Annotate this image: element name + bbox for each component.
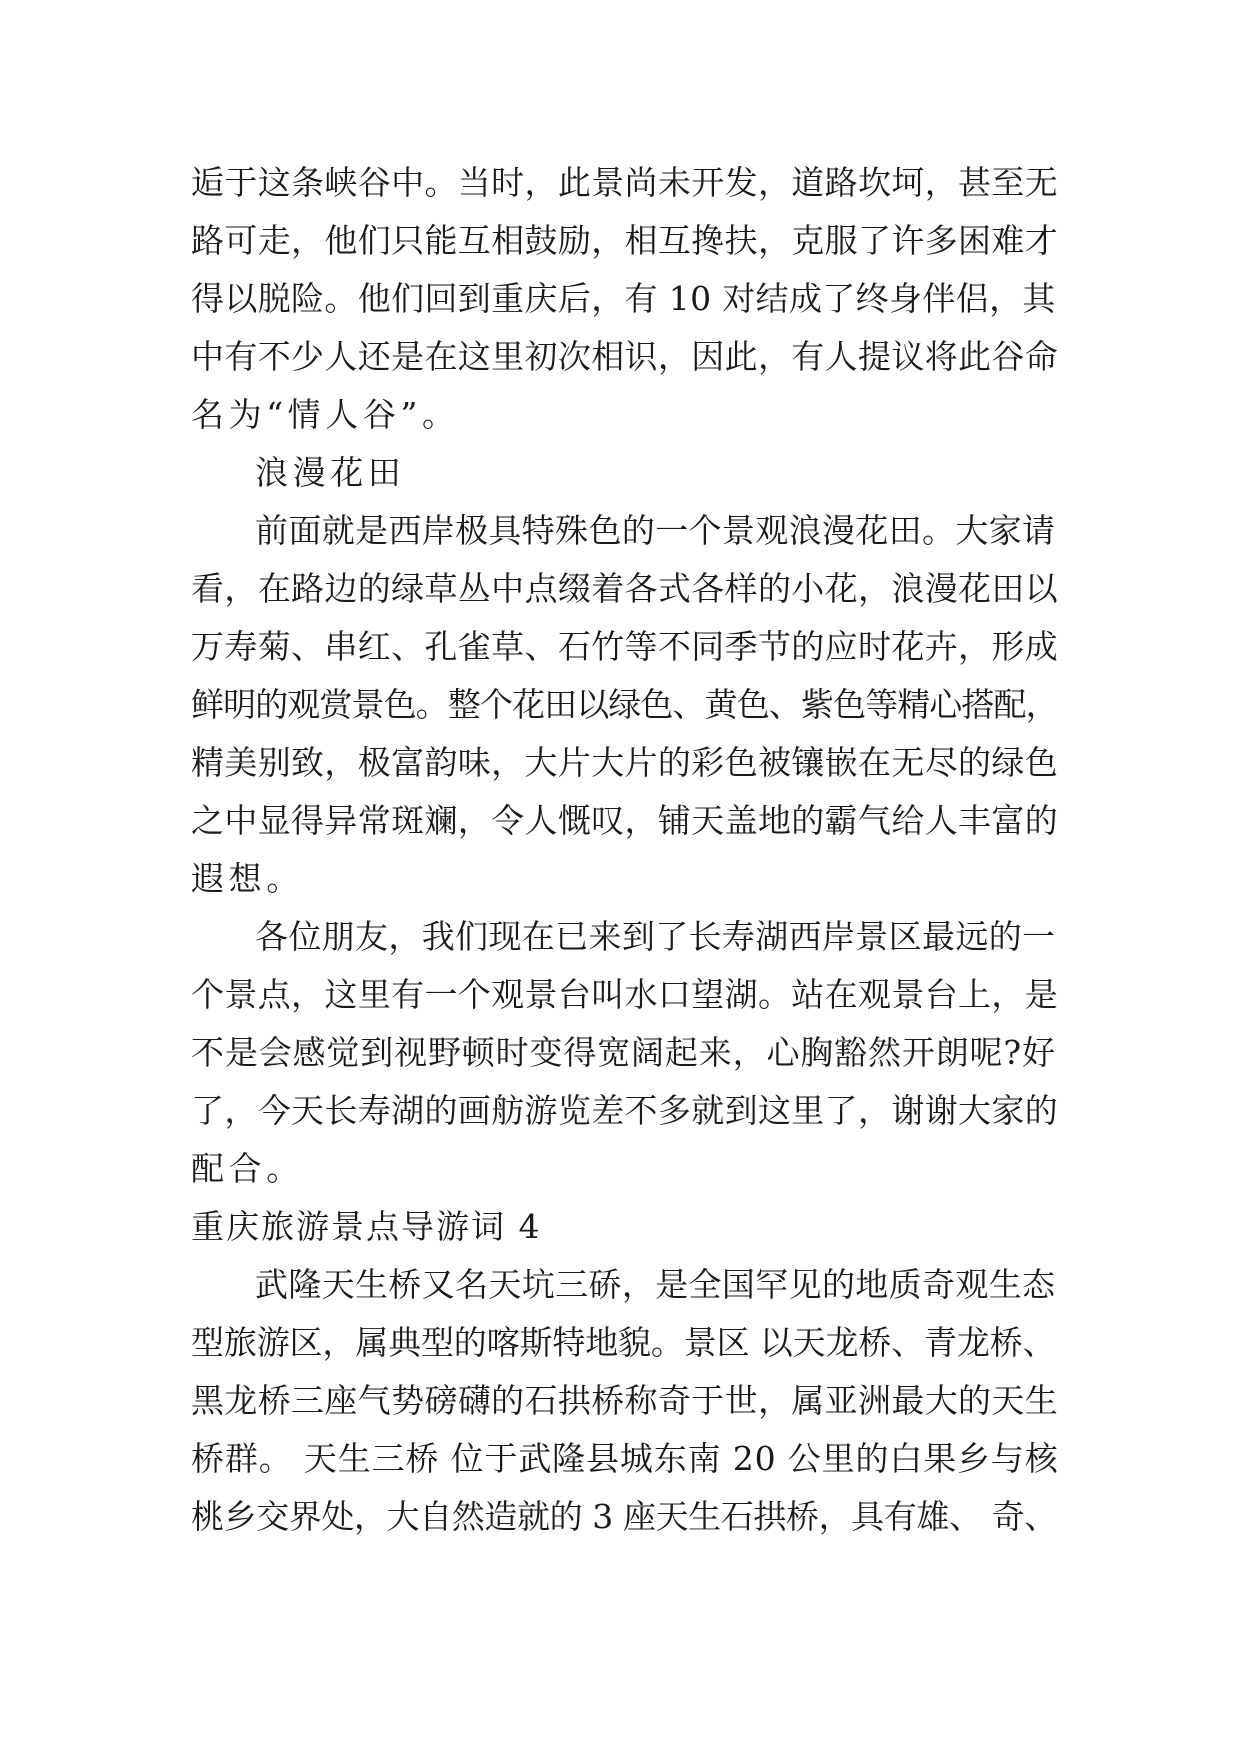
paragraph-line: 之中显得异常斑斓，令人慨叹，铺天盖地的霸气给人丰富的 [191,801,1059,840]
paragraph-line: 逅于这条峡谷中。当时，此景尚未开发，道路坎坷，甚至无 [191,163,1059,202]
paragraph-line: 路可走，他们只能互相鼓励，相互搀扶，克服了许多困难才 [191,221,1059,260]
paragraph-line: 配合。 [191,1149,304,1188]
paragraph-line: 名为“情人谷”。 [191,395,460,434]
paragraph-line: 得以脱险。他们回到重庆后，有 10 对结成了终身伴侣，其 [191,279,1056,318]
paragraph-line: 精美别致，极富韵味，大片大片的彩色被镶嵌在无尽的绿色 [191,743,1059,782]
section-title: 浪漫花田 [255,453,406,492]
paragraph-line: 前面就是西岸极具特殊色的一个景观浪漫花田。大家请 [255,511,1056,550]
paragraph-line: 了，今天长寿湖的画舫游览差不多就到这里了，谢谢大家的 [191,1091,1059,1130]
paragraph-line: 桥群。 天生三桥 位于武隆县城东南 20 公里的白果乡与核 [191,1439,1059,1478]
paragraph-line: 看，在路边的绿草丛中点缀着各式各样的小花，浪漫花田以 [191,569,1059,608]
paragraph-line: 武隆天生桥又名天坑三硚，是全国罕见的地质奇观生态 [255,1265,1056,1304]
paragraph-line: 黑龙桥三座气势磅礴的石拱桥称奇于世，属亚洲最大的天生 [191,1381,1059,1420]
paragraph-line: 个景点，这里有一个观景台叫水口望湖。站在观景台上，是 [191,975,1059,1014]
paragraph-line: 中有不少人还是在这里初次相识，因此，有人提议将此谷命 [191,337,1059,376]
paragraph-line: 鲜明的观赏景色。整个花田以绿色、黄色、紫色等精心搭配， [191,685,1058,724]
paragraph-line: 不是会感觉到视野顿时变得宽阔起来，心胸豁然开朗呢?好 [191,1033,1056,1072]
paragraph-line: 各位朋友，我们现在已来到了长寿湖西岸景区最远的一 [255,917,1056,956]
paragraph-line: 万寿菊、串红、孔雀草、石竹等不同季节的应时花卉，形成 [191,627,1059,666]
paragraph-line: 遐想。 [191,859,304,898]
section-heading: 重庆旅游景点导游词 4 [191,1207,542,1246]
paragraph-line: 型旅游区，属典型的喀斯特地貌。景区 以天龙桥、青龙桥、 [191,1323,1056,1362]
paragraph-line: 桃乡交界处，大自然造就的 3 座天生石拱桥，具有雄、 奇、 [191,1497,1057,1536]
